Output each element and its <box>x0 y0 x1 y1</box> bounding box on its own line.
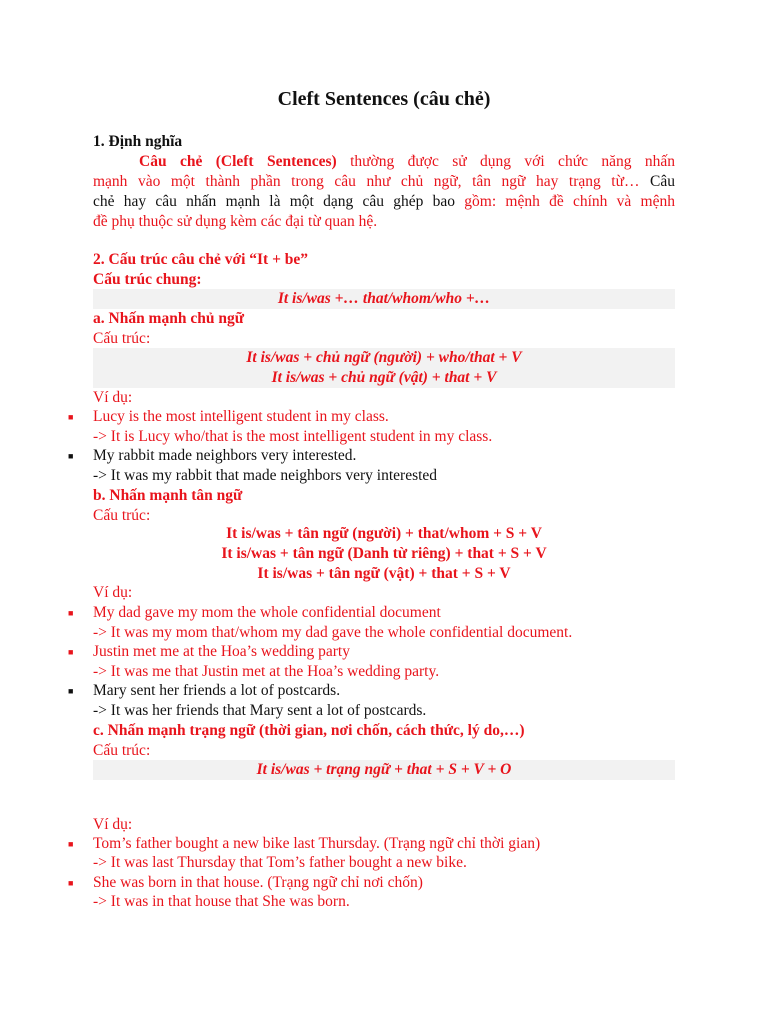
definition-text: gồm: mệnh đề chính và mệnh <box>464 193 675 210</box>
definition-text: đề phụ thuộc sử dụng kèm các đại từ quan hệ. <box>93 213 378 230</box>
definition-paragraph <box>93 152 675 232</box>
part-a-example-label: Ví dụ: <box>93 389 133 406</box>
part-a-formula-2: It is/was + chủ ngữ (vật) + that + V <box>271 369 497 386</box>
part-a-formula-box <box>93 348 675 388</box>
bullet-icon: ■ <box>68 608 74 618</box>
section-1-heading: 1. Định nghĩa <box>93 133 183 150</box>
bullet-icon: ■ <box>68 412 74 422</box>
general-structure-label: Cấu trúc chung: <box>93 271 202 288</box>
part-c-formula-box <box>93 760 675 780</box>
part-c-formula: It is/was + trạng ngữ + that + S + V + O <box>256 761 512 778</box>
example-sentence: She was born in that house. (Trạng ngữ chỉ nơi chốn) <box>93 874 423 891</box>
term-cleft-sentences: Câu chẻ (Cleft Sentences) <box>139 153 337 170</box>
section-2-heading: 2. Cấu trúc câu chẻ với “It + be” <box>93 251 309 268</box>
example-rewrite: -> It was my rabbit that made neighbors very interested <box>93 467 438 484</box>
definition-text: chẻ hay câu nhấn mạnh là một dạng câu ghép bao <box>93 193 465 210</box>
example-sentence: Justin met me at the Hoa’s wedding party <box>93 643 350 660</box>
example-rewrite: -> It was in that house that She was born. <box>93 893 350 910</box>
example-rewrite: -> It was last Thursday that Tom’s father bought a new bike. <box>93 854 467 871</box>
definition-text: mạnh vào một thành phần trong câu như chủ ngữ, tân ngữ hay trạng từ… <box>93 173 651 190</box>
bullet-icon: ■ <box>68 878 74 888</box>
bullet-icon: ■ <box>68 839 74 849</box>
part-b-heading: b. Nhấn mạnh tân ngữ <box>93 487 243 504</box>
part-a-structure-label: Cấu trúc: <box>93 330 151 347</box>
part-b-formula-1: It is/was + tân ngữ (người) + that/whom + S + V <box>226 525 542 542</box>
example-rewrite: -> It was me that Justin met at the Hoa’s wedding party. <box>93 663 440 680</box>
part-c-example-label: Ví dụ: <box>93 816 133 833</box>
example-sentence: Lucy is the most intelligent student in my class. <box>93 408 389 425</box>
part-b-example-label: Ví dụ: <box>93 584 133 601</box>
part-b-formula-2: It is/was + tân ngữ (Danh từ riêng) + that + S + V <box>221 545 547 562</box>
part-a-heading: a. Nhấn mạnh chủ ngữ <box>93 310 245 327</box>
example-rewrite: -> It was my mom that/whom my dad gave the whole confidential document. <box>93 624 573 641</box>
part-b-formula-box <box>93 524 675 584</box>
bullet-icon: ■ <box>68 647 74 657</box>
bullet-icon: ■ <box>68 686 74 696</box>
part-b-structure-label: Cấu trúc: <box>93 507 151 524</box>
page-title: Cleft Sentences (câu chẻ) <box>277 88 491 110</box>
example-sentence: Mary sent her friends a lot of postcards. <box>93 682 341 699</box>
part-c-heading: c. Nhấn mạnh trạng ngữ (thời gian, nơi chốn, cách thức, lý do,…) <box>93 722 525 739</box>
example-rewrite: -> It is Lucy who/that is the most intelligent student in my class. <box>93 428 493 445</box>
part-c-structure-label: Cấu trúc: <box>93 742 151 759</box>
general-formula: It is/was +… that/whom/who +… <box>277 290 491 307</box>
example-sentence: My rabbit made neighbors very interested. <box>93 447 357 464</box>
definition-text: thường được sử dụng với chức năng nhấn <box>336 153 675 170</box>
part-a-formula-1: It is/was + chủ ngữ (người) + who/that + V <box>246 349 522 366</box>
example-rewrite: -> It was her friends that Mary sent a lot of postcards. <box>93 702 427 719</box>
general-formula-box <box>93 289 675 309</box>
example-sentence: My dad gave my mom the whole confidential document <box>93 604 441 621</box>
bullet-icon: ■ <box>68 451 74 461</box>
definition-text: Câu <box>650 173 675 190</box>
part-b-formula-3: It is/was + tân ngữ (vật) + that + S + V <box>257 565 511 582</box>
example-sentence: Tom’s father bought a new bike last Thursday. (Trạng ngữ chỉ thời gian) <box>93 835 541 852</box>
